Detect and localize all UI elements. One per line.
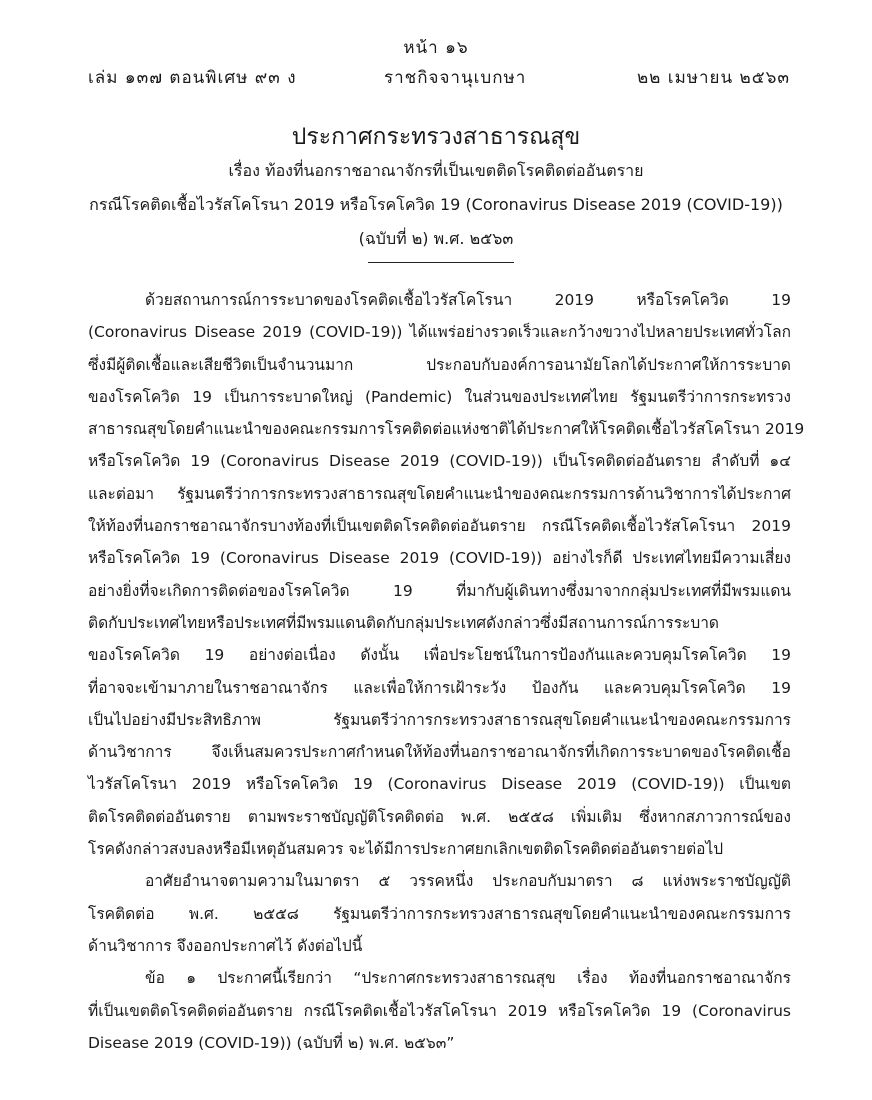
text-line: Disease 2019 (COVID-19)) (ฉบับที่ ๒) พ.ศ. ๒๕๖๓” xyxy=(88,1033,455,1052)
announcement-body xyxy=(88,284,805,1059)
text-line: ติดกับประเทศไทยหรือประเทศที่มีพรมแดนติดกับกลุ่มประเทศดังกล่าวซึ่งมีสถานการณ์การระบาด xyxy=(88,613,719,632)
text-line: ซึ่งมีผู้ติดเชื้อและเสียชีวิตเป็นจำนวนมาก ประกอบกับองค์การอนามัยโลกได้ประกาศให้การระบาด xyxy=(88,355,791,374)
title-edition: (ฉบับที่ ๒) พ.ศ. ๒๕๖๓ xyxy=(358,229,514,248)
text-line: ที่อาจจะเข้ามาภายในราชอาณาจักร และเพื่อให้การเฝ้าระวัง ป้องกัน และควบคุมโรคโควิด 19 xyxy=(88,678,791,697)
gazette-name: ราชกิจจานุเบกษา xyxy=(384,68,527,88)
text-line: (Coronavirus Disease 2019 (COVID-19)) ได้แพร่อย่างรวดเร็วและกว้างขวางไปหลายประเทศทั่วโลก xyxy=(88,323,791,342)
text-line: สาธารณสุขโดยคำแนะนำของคณะกรรมการโรคติดต่อแห่งชาติได้ประกาศให้โรคติดเชื้อไวรัสโคโรนา 2019 xyxy=(88,420,805,439)
text-line: และต่อมา รัฐมนตรีว่าการกระทรวงสาธารณสุขโดยคำแนะนำของคณะกรรมการด้านวิชาการได้ประกาศ xyxy=(88,484,791,503)
publish-date: ๒๒ เมษายน ๒๕๖๓ xyxy=(636,68,790,88)
text-line: หรือโรคโควิด 19 (Coronavirus Disease 2019 (COVID-19)) อย่างไรก็ดี ประเทศไทยมีความเสี่ยง xyxy=(88,549,791,568)
text-line: ของโรคโควิด 19 อย่างต่อเนื่อง ดังนั้น เพื่อประโยชน์ในการป้องกันและควบคุมโรคโควิด 19 xyxy=(88,646,791,665)
title-ministry: ประกาศกระทรวงสาธารณสุข xyxy=(291,124,581,150)
text-line: ที่เป็นเขตติดโรคติดต่ออันตราย กรณีโรคติดเชื้อไวรัสโคโรนา 2019 หรือโรคโควิด 19 (Coronavirus xyxy=(88,1001,791,1020)
gazette-header xyxy=(88,64,790,88)
text-line: หรือโรคโควิด 19 (Coronavirus Disease 2019 (COVID-19)) เป็นโรคติดต่ออันตราย ลำดับที่ ๑๔ xyxy=(88,452,791,471)
title-case: กรณีโรคติดเชื้อไวรัสโคโรนา 2019 หรือโรคโควิด 19 (Coronavirus Disease 2019 (COVID-19)) xyxy=(89,195,783,214)
page-number: หน้า ๑๖ xyxy=(403,38,469,58)
text-line: ไวรัสโคโรนา 2019 หรือโรคโควิด 19 (Coronavirus Disease 2019 (COVID-19)) เป็นเขต xyxy=(88,775,791,794)
text-line: อย่างยิ่งที่จะเกิดการติดต่อของโรคโควิด 19 ที่มากับผู้เดินทางซึ่งมาจากกลุ่มประเทศที่มีพรมแดน xyxy=(88,581,791,600)
text-line: โรคติดต่อ พ.ศ. ๒๕๕๘ รัฐมนตรีว่าการกระทรวงสาธารณสุขโดยคำแนะนำของคณะกรรมการ xyxy=(88,904,791,923)
text-line: ของโรคโควิด 19 เป็นการระบาดใหญ่ (Pandemic) ในส่วนของประเทศไทย รัฐมนตรีว่าการกระทรวง xyxy=(88,387,791,406)
text-line: ให้ท้องที่นอกราชอาณาจักรบางท้องที่เป็นเขตติดโรคติดต่ออันตราย กรณีโรคติดเชื้อไวรัสโคโรนา 2019 xyxy=(88,517,791,536)
text-line: ติดโรคติดต่ออันตราย ตามพระราชบัญญัติโรคติดต่อ พ.ศ. ๒๕๕๘ เพิ่มเติม ซึ่งหากสภาวการณ์ของ xyxy=(88,807,791,826)
text-line: ด้านวิชาการ จึงออกประกาศไว้ ดังต่อไปนี้ xyxy=(88,936,363,955)
text-line: เป็นไปอย่างมีประสิทธิภาพ รัฐมนตรีว่าการกระทรวงสาธารณสุขโดยคำแนะนำของคณะกรรมการ xyxy=(88,710,791,729)
title-divider xyxy=(368,262,514,263)
volume-info: เล่ม ๑๓๗ ตอนพิเศษ ๙๓ ง xyxy=(88,68,297,88)
title-subject: เรื่อง ท้องที่นอกราชอาณาจักรที่เป็นเขตติดโรคติดต่ออันตราย xyxy=(228,161,644,180)
text-line: ด้วยสถานการณ์การระบาดของโรคติดเชื้อไวรัสโคโรนา 2019 หรือโรคโควิด 19 xyxy=(145,291,791,309)
text-line: ข้อ ๑ ประกาศนี้เรียกว่า “ประกาศกระทรวงสาธารณสุข เรื่อง ท้องที่นอกราชอาณาจักร xyxy=(145,969,791,988)
text-line: โรคดังกล่าวสงบลงหรือมีเหตุอันสมควร จะได้มีการประกาศยกเลิกเขตติดโรคติดต่ออันตรายต่อไป xyxy=(88,840,724,859)
announcement-title xyxy=(0,120,872,256)
text-line: อาศัยอำนาจตามความในมาตรา ๕ วรรคหนึ่ง ประกอบกับมาตรา ๘ แห่งพระราชบัญญัติ xyxy=(145,872,791,891)
text-line: ด้านวิชาการ จึงเห็นสมควรประกาศกำหนดให้ท้องที่นอกราชอาณาจักรที่เกิดการระบาดของโรคติดเชื้อ xyxy=(88,743,791,762)
